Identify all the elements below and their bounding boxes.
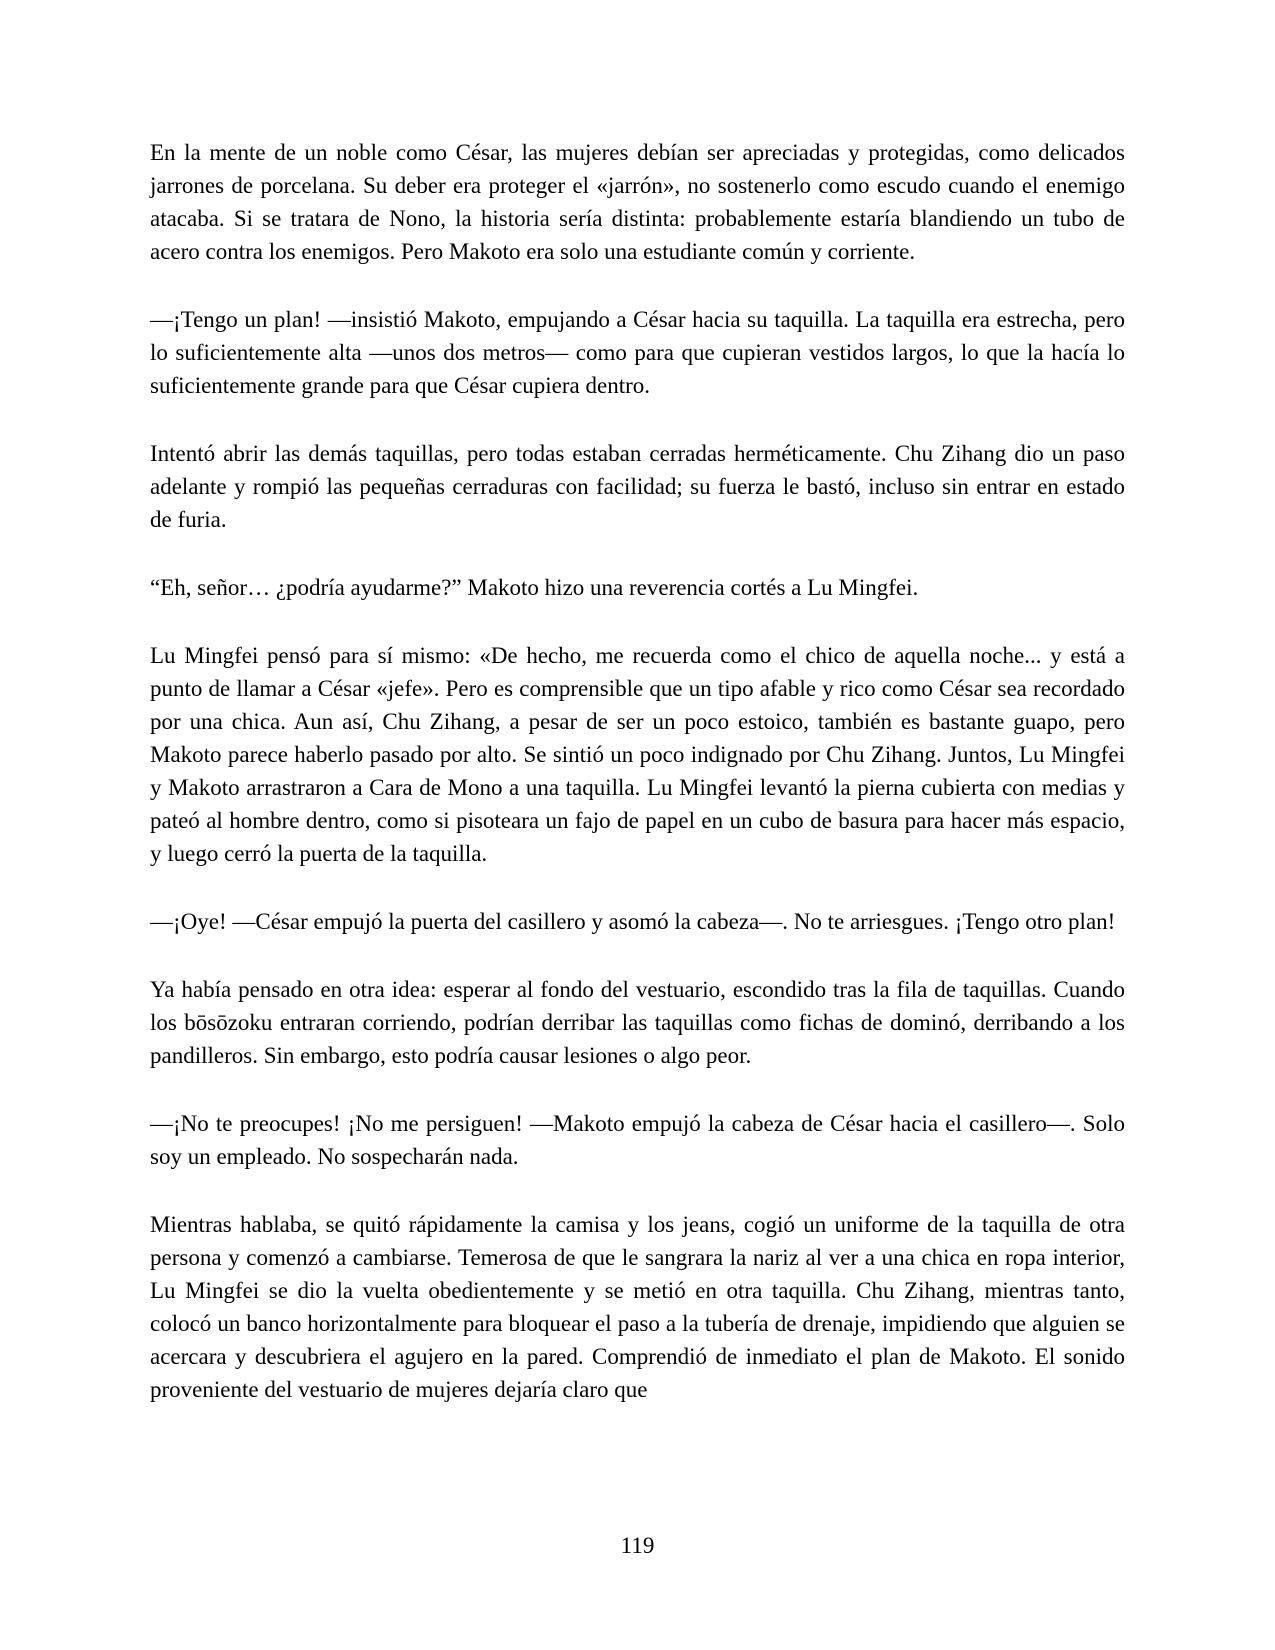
paragraph-7: Ya había pensado en otra idea: esperar al fondo del vestuario, escondido tras la fila de taquillas. Cuando los bōsōzoku entraran corriendo, podrían derribar las taquillas como fichas de dominó, derribando a los pandilleros. Sin embargo, esto podría causar lesiones o algo peor. [150, 977, 1125, 1068]
paragraph-4: “Eh, señor… ¿podría ayudarme?” Makoto hizo una reverencia cortés a Lu Mingfei. [150, 575, 919, 600]
paragraph-6: —¡Oye! —César empujó la puerta del casillero y asomó la cabeza—. No te arriesgues. ¡Tengo otro plan! [150, 909, 1116, 934]
page-number: 119 [620, 1533, 655, 1558]
paragraph-1: En la mente de un noble como César, las mujeres debían ser apreciadas y protegidas, como delicados jarrones de porcelana. Su deber era proteger el «jarrón», no sostenerlo como escudo cuando el enemigo atacaba. Si se tratara de Nono, la historia sería distinta: probablemente estaría blandiendo un tubo de acero contra los enemigos. Pero Makoto era solo una estudiante común y corriente. [150, 140, 1125, 264]
paragraph-5: Lu Mingfei pensó para sí mismo: «De hecho, me recuerda como el chico de aquella noche... y está a punto de llamar a César «jefe». Pero es comprensible que un tipo afable y rico como César sea recordado por una chica. Aun así, Chu Zihang, a pesar de ser un poco estoico, también es bastante guapo, pero Makoto parece haberlo pasado por alto. Se sintió un poco indignado por Chu Zihang. Juntos, Lu Mingfei y Makoto arrastraron a Cara de Mono a una taquilla. Lu Mingfei levantó la pierna cubierta con medias y pateó al hombre dentro, como si pisoteara un fajo de papel en un cubo de basura para hacer más espacio, y luego cerró la puerta de la taquilla. [150, 643, 1125, 866]
paragraph-9: Mientras hablaba, se quitó rápidamente la camisa y los jeans, cogió un uniforme de la taquilla de otra persona y comenzó a cambiarse. Temerosa de que le sangrara la nariz al ver a una chica en ropa interior, Lu Mingfei se dio la vuelta obedientemente y se metió en otra taquilla. Chu Zihang, mientras tanto, colocó un banco horizontalmente para bloquear el paso a la tubería de drenaje, impidiendo que alguien se acercara y descubriera el agujero en la pared. Comprendió de inmediato el plan de Makoto. El sonido proveniente del vestuario de mujeres dejaría claro que [150, 1212, 1125, 1402]
paragraph-3: Intentó abrir las demás taquillas, pero todas estaban cerradas herméticamente. Chu Zihang dio un paso adelante y rompió las pequeñas cerraduras con facilidad; su fuerza le bastó, incluso sin entrar en estado de furia. [150, 441, 1125, 532]
page-content [150, 136, 1125, 1441]
paragraph-2: —¡Tengo un plan! —insistió Makoto, empujando a César hacia su taquilla. La taquilla era estrecha, pero lo suficientemente alta —unos dos metros— como para que cupieran vestidos largos, lo que la hacía lo suficientemente grande para que César cupiera dentro. [150, 307, 1125, 398]
paragraph-8: —¡No te preocupes! ¡No me persiguen! —Makoto empujó la cabeza de César hacia el casillero—. Solo soy un empleado. No sospecharán nada. [150, 1111, 1125, 1169]
